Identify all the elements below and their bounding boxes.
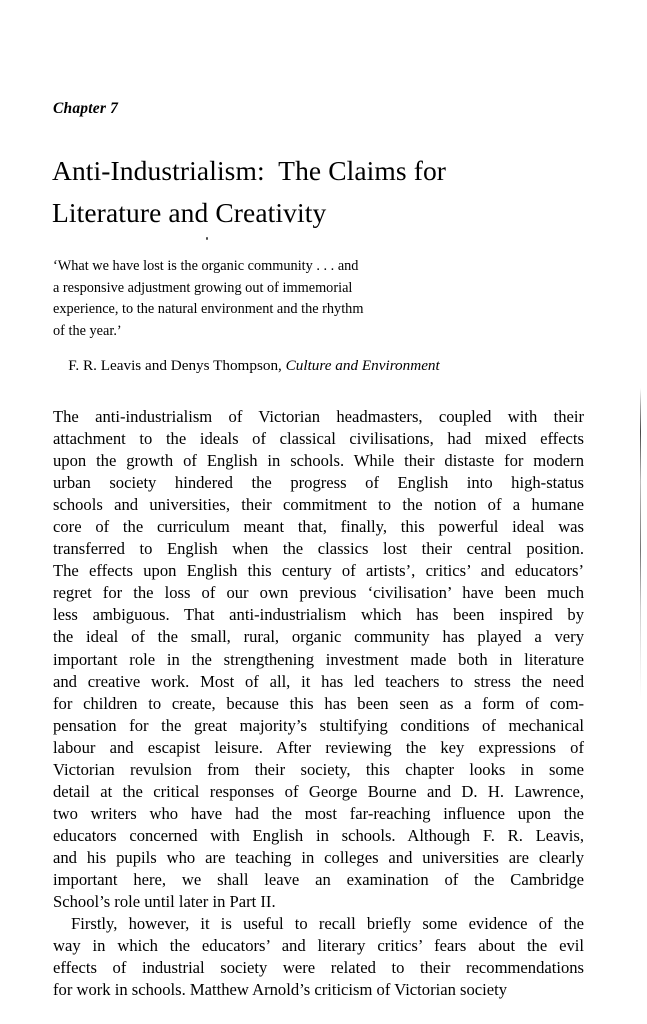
- body-text: [53, 406, 584, 1001]
- text-line: labour and escapist leisure. After reviewing the key expressions of: [53, 737, 584, 757]
- text-line: transferred to English when the classics lost their central position.: [53, 539, 584, 559]
- text-line: schools and universities, their commitment to the notion of a humane: [53, 495, 584, 515]
- text-line: upon the growth of English in schools. While their distaste for modern: [53, 451, 584, 471]
- text-line: and creative work. Most of all, it has led teachers to stress the need: [53, 671, 584, 691]
- chapter-label: Chapter 7: [53, 100, 119, 117]
- text-line: important here, we shall leave an examination of the Cambridge: [53, 869, 584, 889]
- epigraph-attribution: [53, 334, 440, 397]
- text-line: The anti-industrialism of Victorian headmasters, coupled with their: [53, 407, 584, 426]
- text-line: Victorian revulsion from their society, this chapter looks in some: [53, 759, 584, 779]
- epigraph-line: a responsive adjustment growing out of immemorial: [53, 279, 353, 296]
- text-line: Firstly, however, it is useful to recall briefly some evidence of the: [71, 914, 584, 934]
- page-title: [52, 150, 592, 234]
- text-line: for children to create, because this has been seen as a form of com-: [53, 693, 584, 713]
- epigraph-line: of the year.’: [53, 322, 122, 339]
- text-line: two writers who have had the most far-reaching influence upon the: [53, 803, 584, 823]
- text-line: The effects upon English this century of artists’, critics’ and educators’: [53, 561, 584, 581]
- dust-speck-icon: [206, 237, 208, 240]
- text-line: attachment to the ideals of classical civilisations, had mixed effects: [53, 429, 584, 449]
- epigraph-work-title: Culture and Environment: [285, 357, 440, 374]
- text-line: the ideal of the small, rural, organic community has played a very: [53, 627, 584, 647]
- text-line: pensation for the great majority’s stultifying conditions of mechanical: [53, 715, 584, 735]
- text-line: urban society hindered the progress of English into high-status: [53, 473, 584, 493]
- paragraph: [53, 913, 584, 1001]
- text-line: effects of industrial society were related to their recommendations: [53, 958, 584, 978]
- epigraph-line: ‘What we have lost is the organic community . . . and: [53, 258, 359, 274]
- vertical-scan-edge-artifact: [640, 388, 641, 700]
- paragraph: [53, 406, 584, 913]
- text-line: School’s role until later in Part II.: [53, 892, 276, 912]
- epigraph-quote: [53, 256, 523, 342]
- epigraph-author: F. R. Leavis and Denys Thompson,: [68, 357, 286, 374]
- text-line: for work in schools. Matthew Arnold’s criticism of Victorian society: [53, 980, 508, 1000]
- page-title-line: Anti-Industrialism: The Claims for: [52, 155, 447, 187]
- epigraph-line: experience, to the natural environment and the rhythm: [53, 301, 364, 317]
- text-line: and his pupils who are teaching in colleges and universities are clearly: [53, 847, 584, 867]
- text-line: important role in the strengthening investment made both in literature: [53, 649, 584, 669]
- text-line: detail at the critical responses of George Bourne and D. H. Lawrence,: [53, 781, 584, 801]
- text-line: way in which the educators’ and literary critics’ fears about the evil: [53, 936, 584, 956]
- text-line: less ambiguous. That anti-industrialism which has been inspired by: [53, 605, 584, 625]
- text-line: core of the curriculum meant that, finally, this powerful ideal was: [53, 517, 584, 537]
- page-title-line: Literature and Creativity: [52, 197, 327, 229]
- text-line: regret for the loss of our own previous ‘civilisation’ have been much: [53, 583, 584, 603]
- text-line: educators concerned with English in schools. Although F. R. Leavis,: [53, 825, 584, 845]
